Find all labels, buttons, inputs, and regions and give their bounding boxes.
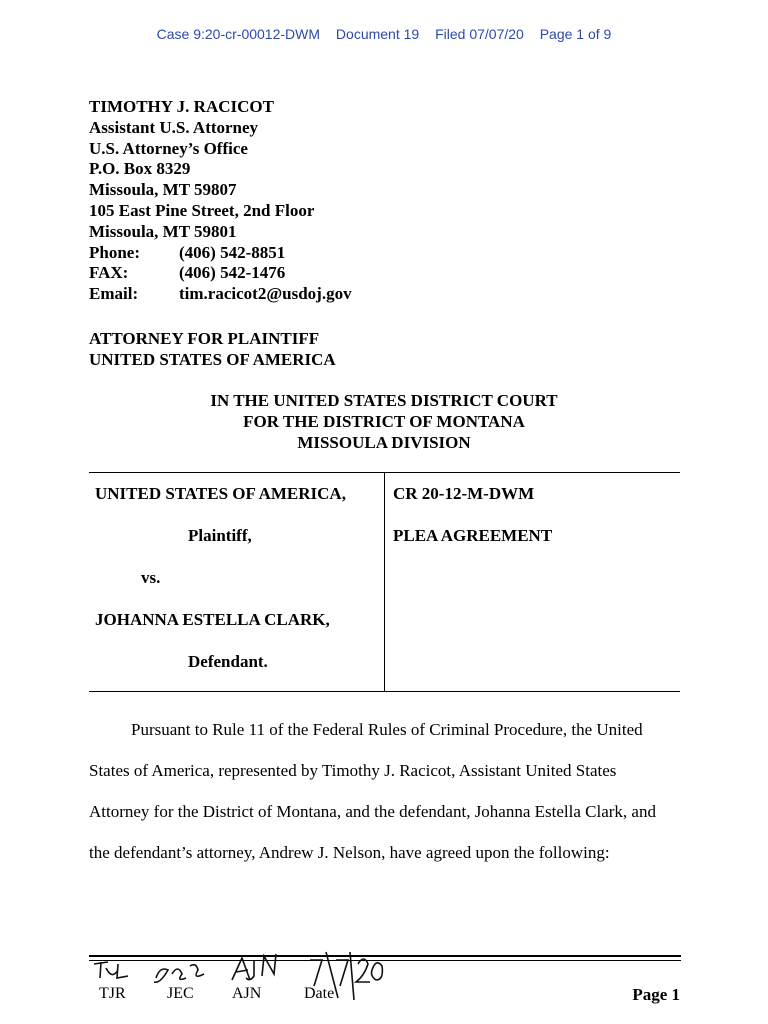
plaintiff-role: Plaintiff, [188, 526, 252, 545]
agreement-body [89, 709, 679, 873]
email-value: tim.racicot2@usdoj.gov [179, 284, 352, 304]
fax-row [89, 263, 352, 284]
page-count-header: Page 1 of 9 [539, 26, 612, 42]
phone-row [89, 243, 352, 264]
attorney-title: Assistant U.S. Attorney [89, 117, 259, 137]
attorney-for-plaintiff [89, 328, 336, 370]
attorney-office: U.S. Attorney’s Office [89, 138, 248, 158]
case-number: CR 20-12-M-DWM [393, 484, 535, 503]
attorney-block [89, 97, 352, 305]
phone-value: (406) 542-8851 [179, 242, 286, 262]
defendant-name: JOHANNA ESTELLA CLARK, [95, 610, 330, 629]
page-number: Page 1 [632, 985, 680, 1004]
fax-value: (406) 542-1476 [179, 263, 286, 283]
document-number-header: Document 19 [335, 26, 420, 42]
court-line-3: MISSOULA DIVISION [297, 433, 471, 452]
initials-label-date: Date [304, 985, 335, 1002]
plaintiff-name: UNITED STATES OF AMERICA, [95, 484, 346, 503]
court-heading [0, 390, 768, 453]
attorney-city-2: Missoula, MT 59801 [89, 221, 237, 241]
attorney-city-1: Missoula, MT 59807 [89, 180, 237, 200]
case-number-header: Case 9:20-cr-00012-DWM [156, 26, 321, 42]
court-filing-header [0, 26, 768, 42]
for-plaintiff-line-1: ATTORNEY FOR PLAINTIFF [89, 329, 320, 348]
email-row [89, 284, 352, 305]
for-plaintiff-line-2: UNITED STATES OF AMERICA [89, 350, 336, 369]
attorney-name: TIMOTHY J. RACICOT [89, 97, 274, 116]
document-title: PLEA AGREEMENT [393, 526, 553, 545]
attorney-street: 105 East Pine Street, 2nd Floor [89, 200, 315, 220]
fax-label: FAX: [89, 263, 129, 283]
initials-label-jec: JEC [167, 985, 194, 1002]
phone-label: Phone: [89, 242, 140, 262]
caption-divider [384, 473, 385, 691]
versus-label: vs. [141, 568, 161, 587]
email-label: Email: [89, 284, 139, 304]
initials-label-ajn: AJN [232, 985, 262, 1002]
attorney-po-box: P.O. Box 8329 [89, 159, 191, 179]
court-line-1: IN THE UNITED STATES DISTRICT COURT [210, 391, 558, 410]
court-line-2: FOR THE DISTRICT OF MONTANA [243, 412, 525, 431]
defendant-role: Defendant. [188, 652, 268, 671]
intro-paragraph: Pursuant to Rule 11 of the Federal Rules of Criminal Procedure, the United States of America, represented by Timothy J. Racicot, Assistant United States Attorney for the District of Montana, and the defendant, Johanna Estella Clark, and the defendant’s attorney, Andrew J. Nelson, have agreed upon the following: [89, 720, 656, 862]
case-caption [89, 472, 680, 692]
filed-date-header: Filed 07/07/20 [435, 26, 524, 42]
initials-label-tjr: TJR [99, 985, 126, 1002]
